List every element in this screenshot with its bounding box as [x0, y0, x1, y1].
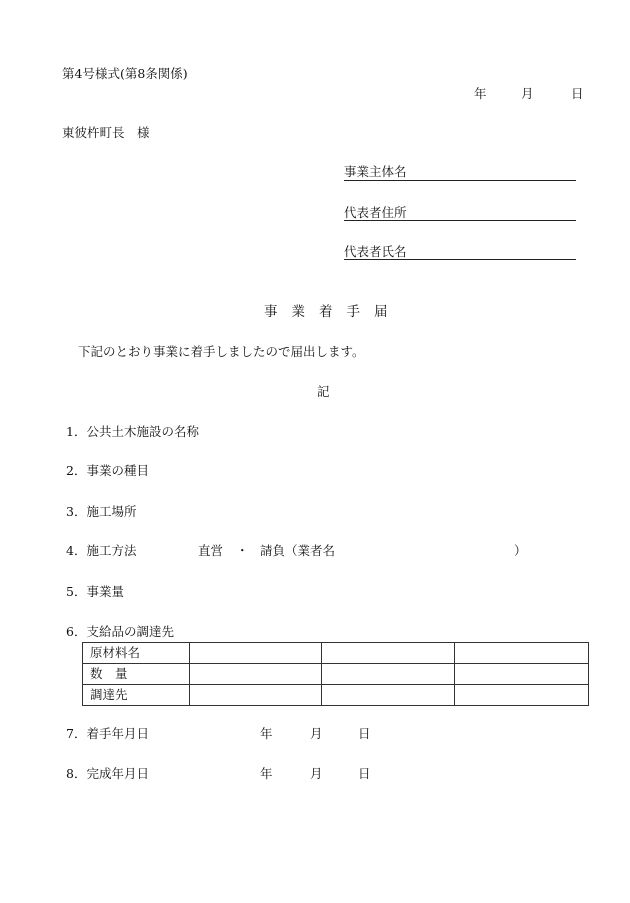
row-label-supplier: 調達先 [83, 685, 190, 706]
method-close-paren: ） [514, 543, 527, 558]
materials-table [82, 642, 589, 706]
completion-month-unit: 月 [310, 766, 323, 781]
table-cell[interactable] [190, 643, 322, 664]
table-cell[interactable] [455, 664, 589, 685]
date-year-label: 年 [474, 86, 487, 101]
representative-name-label: 代表者氏名 [344, 244, 407, 259]
start-day-unit: 日 [358, 726, 371, 741]
date-month-label: 月 [521, 86, 534, 101]
completion-day-unit: 日 [358, 766, 371, 781]
item-completion-date: 8．完成年月日 [66, 766, 149, 781]
method-direct: 直営 [198, 543, 224, 558]
start-year-unit: 年 [260, 726, 273, 741]
item-construction-method: 4．施工方法 [66, 543, 137, 558]
completion-year-unit: 年 [260, 766, 273, 781]
representative-name-line[interactable] [344, 259, 576, 260]
item-facility-name: 1．公共土木施設の名称 [66, 424, 199, 439]
table-cell[interactable] [190, 664, 322, 685]
table-cell[interactable] [322, 664, 455, 685]
table-cell[interactable] [190, 685, 322, 706]
item-project-type: 2．事業の種目 [66, 463, 149, 478]
table-row [83, 643, 589, 664]
ki-heading: 記 [317, 384, 330, 399]
table-cell[interactable] [455, 643, 589, 664]
table-cell[interactable] [455, 685, 589, 706]
entity-name-line[interactable] [344, 180, 576, 181]
form-number: 第4号様式(第8条関係) [62, 66, 188, 81]
start-month-unit: 月 [310, 726, 323, 741]
table-row [83, 685, 589, 706]
item-start-date: 7．着手年月日 [66, 726, 149, 741]
table-row [83, 664, 589, 685]
representative-address-line[interactable] [344, 220, 576, 221]
row-label-quantity: 数 量 [83, 664, 190, 685]
item-project-volume: 5．事業量 [66, 584, 124, 599]
method-separator: ・ [236, 543, 249, 558]
item-supply-source: 6．支給品の調達先 [66, 624, 174, 639]
table-cell[interactable] [322, 643, 455, 664]
document-title: 事業着手届 [264, 304, 402, 320]
table-cell[interactable] [322, 685, 455, 706]
item-construction-site: 3．施工場所 [66, 504, 137, 519]
intro-text: 下記のとおり事業に着手しましたので届出します。 [78, 344, 365, 359]
row-label-material: 原材料名 [83, 643, 190, 664]
entity-name-label: 事業主体名 [344, 164, 407, 179]
representative-address-label: 代表者住所 [344, 205, 407, 220]
method-contract: 請負（業者名 [260, 543, 336, 558]
date-day-label: 日 [571, 86, 584, 101]
addressee: 東彼杵町長 様 [62, 125, 150, 140]
